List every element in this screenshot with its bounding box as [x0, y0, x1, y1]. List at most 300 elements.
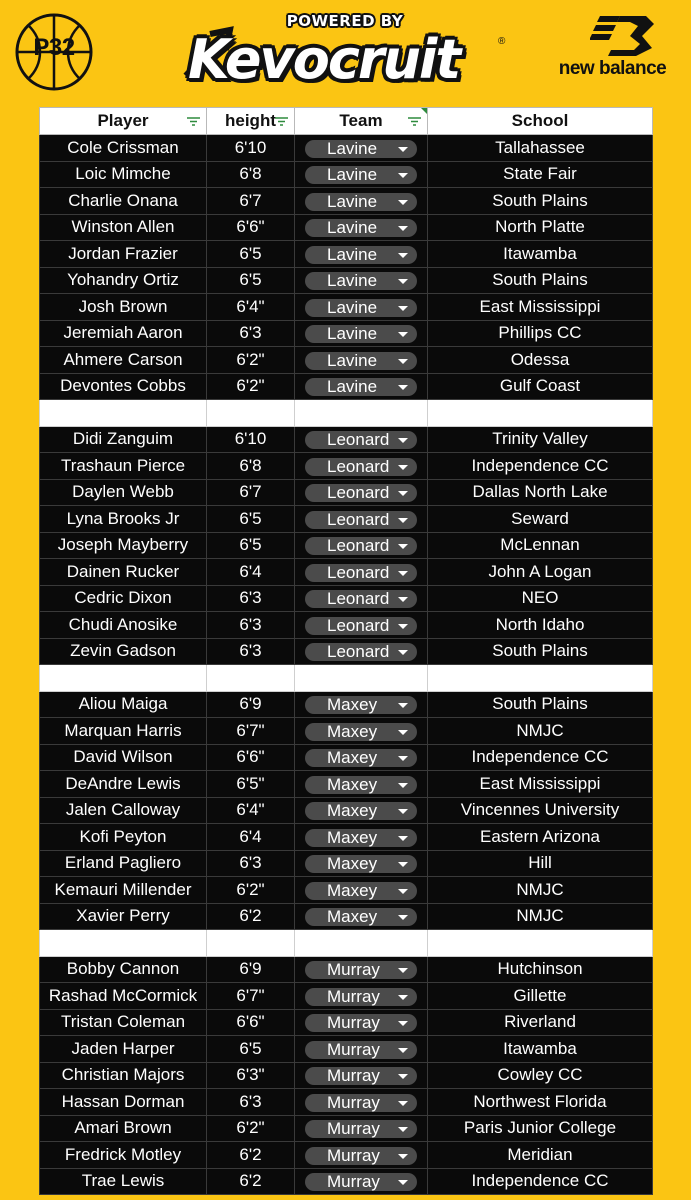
team-cell: [295, 956, 428, 983]
team-dropdown[interactable]: [305, 696, 417, 714]
team-cell: [295, 320, 428, 347]
column-header-label: height: [225, 111, 276, 130]
chevron-down-icon: [398, 597, 408, 602]
school-cell[interactable]: Seward: [428, 506, 653, 533]
team-dropdown[interactable]: [305, 961, 417, 979]
height-cell[interactable]: 6'2": [207, 347, 295, 374]
table-row: [40, 294, 653, 321]
team-cell: [295, 161, 428, 188]
school-cell[interactable]: Hutchinson: [428, 956, 653, 983]
team-dropdown-label: Lavine: [327, 138, 378, 158]
team-dropdown[interactable]: [305, 564, 417, 582]
chevron-down-icon: [398, 306, 408, 311]
new-balance-icon: [590, 14, 656, 58]
table-row: [40, 956, 653, 983]
team-cell: [295, 585, 428, 612]
column-header-label: School: [511, 111, 569, 130]
school-cell[interactable]: Gillette: [428, 983, 653, 1010]
separator-row: [40, 930, 653, 957]
school-cell[interactable]: Eastern Arizona: [428, 824, 653, 851]
height-cell[interactable]: 6'5: [207, 506, 295, 533]
player-cell[interactable]: Bobby Cannon: [40, 956, 207, 983]
p32-logo-text: P32: [33, 34, 75, 61]
header-row: [40, 108, 653, 135]
chevron-down-icon: [398, 783, 408, 788]
height-cell[interactable]: 6'3: [207, 612, 295, 639]
filter-icon[interactable]: [187, 117, 200, 126]
empty-cell[interactable]: [428, 665, 653, 692]
player-cell[interactable]: Devontes Cobbs: [40, 373, 207, 400]
team-cell: [295, 612, 428, 639]
empty-cell[interactable]: [295, 400, 428, 427]
player-cell[interactable]: Jordan Frazier: [40, 241, 207, 268]
table-row: [40, 320, 653, 347]
team-cell: [295, 824, 428, 851]
player-cell[interactable]: Fredrick Motley: [40, 1142, 207, 1169]
empty-cell[interactable]: [428, 930, 653, 957]
height-cell[interactable]: 6'5: [207, 267, 295, 294]
height-cell[interactable]: 6'4": [207, 294, 295, 321]
player-cell[interactable]: Trashaun Pierce: [40, 453, 207, 480]
team-dropdown-label: Maxey: [327, 880, 378, 900]
team-dropdown-label: Murray: [327, 960, 380, 980]
team-cell: [295, 426, 428, 453]
height-cell[interactable]: 6'4: [207, 559, 295, 586]
team-dropdown[interactable]: [305, 193, 417, 211]
team-dropdown[interactable]: [305, 484, 417, 502]
height-cell[interactable]: 6'5: [207, 1036, 295, 1063]
team-cell: [295, 347, 428, 374]
player-cell[interactable]: Yohandry Ortiz: [40, 267, 207, 294]
height-cell[interactable]: 6'7": [207, 718, 295, 745]
height-cell[interactable]: 6'9: [207, 691, 295, 718]
new-balance-wordmark: new balance: [558, 58, 667, 79]
height-cell[interactable]: 6'10: [207, 426, 295, 453]
team-dropdown[interactable]: [305, 458, 417, 476]
table-row: [40, 214, 653, 241]
height-cell[interactable]: 6'5": [207, 771, 295, 798]
team-dropdown-label: Leonard: [327, 615, 390, 635]
school-cell[interactable]: Cowley CC: [428, 1062, 653, 1089]
height-cell[interactable]: 6'6": [207, 744, 295, 771]
school-cell[interactable]: Gulf Coast: [428, 373, 653, 400]
team-dropdown[interactable]: [305, 882, 417, 900]
player-cell[interactable]: Jeremiah Aaron: [40, 320, 207, 347]
school-cell[interactable]: NEO: [428, 585, 653, 612]
table-row: [40, 1115, 653, 1142]
empty-cell[interactable]: [428, 400, 653, 427]
team-dropdown-label: Maxey: [327, 907, 378, 927]
team-dropdown[interactable]: [305, 431, 417, 449]
height-cell[interactable]: 6'8: [207, 161, 295, 188]
team-dropdown[interactable]: [305, 908, 417, 926]
player-cell[interactable]: Charlie Onana: [40, 188, 207, 215]
table-row: [40, 1168, 653, 1195]
empty-cell[interactable]: [40, 400, 207, 427]
team-cell: [295, 241, 428, 268]
table-row: [40, 1009, 653, 1036]
height-cell[interactable]: 6'7": [207, 983, 295, 1010]
school-cell[interactable]: Itawamba: [428, 1036, 653, 1063]
school-cell[interactable]: NMJC: [428, 718, 653, 745]
table-row: [40, 267, 653, 294]
team-cell: [295, 214, 428, 241]
chevron-down-icon: [398, 756, 408, 761]
table-row: [40, 983, 653, 1010]
team-dropdown[interactable]: [305, 1120, 417, 1138]
height-cell[interactable]: 6'4: [207, 824, 295, 851]
height-cell[interactable]: 6'3": [207, 1062, 295, 1089]
powered-by-label: POWERED BY: [286, 12, 404, 30]
team-cell: [295, 1115, 428, 1142]
team-cell: [295, 188, 428, 215]
team-dropdown[interactable]: [305, 590, 417, 608]
height-cell[interactable]: 6'10: [207, 135, 295, 162]
team-dropdown[interactable]: [305, 723, 417, 741]
player-cell[interactable]: Tristan Coleman: [40, 1009, 207, 1036]
height-cell[interactable]: 6'2": [207, 877, 295, 904]
team-dropdown-label: Murray: [327, 1013, 380, 1033]
column-header-school[interactable]: [428, 108, 653, 135]
column-header-label: Player: [97, 111, 149, 130]
school-cell[interactable]: Phillips CC: [428, 320, 653, 347]
registered-mark: ®: [498, 36, 506, 47]
chevron-down-icon: [398, 200, 408, 205]
table-row: [40, 718, 653, 745]
team-dropdown[interactable]: [305, 272, 417, 290]
school-cell[interactable]: South Plains: [428, 188, 653, 215]
column-header-label: Team: [339, 111, 383, 130]
table-row: [40, 453, 653, 480]
team-dropdown-label: Lavine: [327, 324, 378, 344]
team-dropdown[interactable]: [305, 166, 417, 184]
player-cell[interactable]: Didi Zanguim: [40, 426, 207, 453]
table-row: [40, 612, 653, 639]
player-cell[interactable]: Hassan Dorman: [40, 1089, 207, 1116]
empty-cell[interactable]: [207, 665, 295, 692]
chevron-down-icon: [398, 253, 408, 258]
chevron-down-icon: [398, 1154, 408, 1159]
team-dropdown[interactable]: [305, 829, 417, 847]
player-cell[interactable]: Kofi Peyton: [40, 824, 207, 851]
table-row: [40, 479, 653, 506]
school-cell[interactable]: State Fair: [428, 161, 653, 188]
height-cell[interactable]: 6'3: [207, 850, 295, 877]
table-row: [40, 161, 653, 188]
player-cell[interactable]: Marquan Harris: [40, 718, 207, 745]
chevron-down-icon: [398, 836, 408, 841]
school-cell[interactable]: South Plains: [428, 267, 653, 294]
school-cell[interactable]: Dallas North Lake: [428, 479, 653, 506]
school-cell[interactable]: Hill: [428, 850, 653, 877]
chevron-down-icon: [398, 1180, 408, 1185]
team-dropdown-label: Maxey: [327, 827, 378, 847]
school-cell[interactable]: South Plains: [428, 638, 653, 665]
player-cell[interactable]: Christian Majors: [40, 1062, 207, 1089]
team-dropdown[interactable]: [305, 140, 417, 158]
player-cell[interactable]: Loic Mimche: [40, 161, 207, 188]
team-dropdown[interactable]: [305, 219, 417, 237]
player-cell[interactable]: Xavier Perry: [40, 903, 207, 930]
team-cell: [295, 1142, 428, 1169]
school-cell[interactable]: South Plains: [428, 691, 653, 718]
school-cell[interactable]: Odessa: [428, 347, 653, 374]
chevron-down-icon: [398, 889, 408, 894]
table-row: [40, 691, 653, 718]
chevron-down-icon: [398, 995, 408, 1000]
height-cell[interactable]: 6'7: [207, 188, 295, 215]
empty-cell[interactable]: [295, 665, 428, 692]
player-cell[interactable]: Daylen Webb: [40, 479, 207, 506]
chevron-down-icon: [398, 730, 408, 735]
team-dropdown-label: Lavine: [327, 244, 378, 264]
player-cell[interactable]: Aliou Maiga: [40, 691, 207, 718]
team-cell: [295, 638, 428, 665]
team-cell: [295, 903, 428, 930]
player-cell[interactable]: Jalen Calloway: [40, 797, 207, 824]
height-cell[interactable]: 6'2: [207, 903, 295, 930]
table-row: [40, 585, 653, 612]
school-cell[interactable]: North Idaho: [428, 612, 653, 639]
chevron-down-icon: [398, 359, 408, 364]
team-dropdown[interactable]: [305, 802, 417, 820]
height-cell[interactable]: 6'5: [207, 532, 295, 559]
chevron-down-icon: [398, 465, 408, 470]
team-cell: [295, 771, 428, 798]
player-cell[interactable]: Cole Crissman: [40, 135, 207, 162]
team-dropdown-label: Lavine: [327, 271, 378, 291]
kevocruit-logo: [180, 28, 510, 98]
player-cell[interactable]: Winston Allen: [40, 214, 207, 241]
table-row: [40, 426, 653, 453]
team-dropdown-label: Murray: [327, 1039, 380, 1059]
team-cell: [295, 453, 428, 480]
team-cell: [295, 559, 428, 586]
team-dropdown[interactable]: [305, 246, 417, 264]
height-cell[interactable]: 6'3: [207, 638, 295, 665]
column-header-team[interactable]: [295, 108, 428, 135]
team-dropdown-label: Murray: [327, 986, 380, 1006]
player-cell[interactable]: Dainen Rucker: [40, 559, 207, 586]
team-dropdown-label: Leonard: [327, 536, 390, 556]
team-dropdown[interactable]: [305, 643, 417, 661]
table-body: [40, 135, 653, 1195]
player-cell[interactable]: Ahmere Carson: [40, 347, 207, 374]
table-row: [40, 241, 653, 268]
team-dropdown[interactable]: [305, 1094, 417, 1112]
height-cell[interactable]: 6'6": [207, 214, 295, 241]
height-cell[interactable]: 6'2: [207, 1142, 295, 1169]
team-dropdown[interactable]: [305, 617, 417, 635]
table-row: [40, 877, 653, 904]
team-dropdown[interactable]: [305, 511, 417, 529]
chevron-down-icon: [398, 491, 408, 496]
school-cell[interactable]: Northwest Florida: [428, 1089, 653, 1116]
player-cell[interactable]: Chudi Anosike: [40, 612, 207, 639]
school-cell[interactable]: Tallahassee: [428, 135, 653, 162]
filter-icon[interactable]: [408, 117, 421, 126]
chevron-down-icon: [398, 173, 408, 178]
school-cell[interactable]: Meridian: [428, 1142, 653, 1169]
table-row: [40, 532, 653, 559]
team-dropdown[interactable]: [305, 988, 417, 1006]
school-cell[interactable]: Independence CC: [428, 1168, 653, 1195]
player-cell[interactable]: Josh Brown: [40, 294, 207, 321]
height-cell[interactable]: 6'3: [207, 1089, 295, 1116]
player-cell[interactable]: Zevin Gadson: [40, 638, 207, 665]
team-cell: [295, 294, 428, 321]
team-dropdown-label: Leonard: [327, 589, 390, 609]
height-cell[interactable]: 6'8: [207, 453, 295, 480]
school-cell[interactable]: Independence CC: [428, 744, 653, 771]
player-cell[interactable]: David Wilson: [40, 744, 207, 771]
team-dropdown[interactable]: [305, 776, 417, 794]
team-cell: [295, 135, 428, 162]
height-cell[interactable]: 6'3: [207, 585, 295, 612]
school-cell[interactable]: John A Logan: [428, 559, 653, 586]
table-row: [40, 135, 653, 162]
school-cell[interactable]: Vincennes University: [428, 797, 653, 824]
empty-cell[interactable]: [40, 665, 207, 692]
chevron-down-icon: [398, 862, 408, 867]
team-dropdown[interactable]: [305, 1067, 417, 1085]
school-cell[interactable]: Trinity Valley: [428, 426, 653, 453]
player-cell[interactable]: Cedric Dixon: [40, 585, 207, 612]
chevron-down-icon: [398, 1074, 408, 1079]
player-cell[interactable]: Trae Lewis: [40, 1168, 207, 1195]
table-row: [40, 903, 653, 930]
column-header-height[interactable]: [207, 108, 295, 135]
team-dropdown[interactable]: [305, 1041, 417, 1059]
column-header-player[interactable]: [40, 108, 207, 135]
chevron-down-icon: [398, 226, 408, 231]
height-cell[interactable]: 6'6": [207, 1009, 295, 1036]
team-dropdown-label: Maxey: [327, 801, 378, 821]
height-cell[interactable]: 6'9: [207, 956, 295, 983]
chevron-down-icon: [398, 332, 408, 337]
team-cell: [295, 1089, 428, 1116]
chevron-down-icon: [398, 518, 408, 523]
team-cell: [295, 718, 428, 745]
player-cell[interactable]: DeAndre Lewis: [40, 771, 207, 798]
team-dropdown-label: Murray: [327, 1066, 380, 1086]
team-dropdown[interactable]: [305, 352, 417, 370]
team-dropdown-label: Leonard: [327, 456, 390, 476]
team-cell: [295, 850, 428, 877]
chevron-down-icon: [398, 1101, 408, 1106]
chevron-down-icon: [398, 650, 408, 655]
team-dropdown-label: Maxey: [327, 748, 378, 768]
team-cell: [295, 479, 428, 506]
filter-icon[interactable]: [275, 117, 288, 126]
team-dropdown-label: Lavine: [327, 350, 378, 370]
chevron-down-icon: [398, 624, 408, 629]
chevron-down-icon: [398, 571, 408, 576]
player-cell[interactable]: Jaden Harper: [40, 1036, 207, 1063]
table-row: [40, 1089, 653, 1116]
table-row: [40, 797, 653, 824]
height-cell[interactable]: 6'2": [207, 1115, 295, 1142]
height-cell[interactable]: 6'3: [207, 320, 295, 347]
team-dropdown-label: Lavine: [327, 297, 378, 317]
team-dropdown-label: Murray: [327, 1092, 380, 1112]
height-cell[interactable]: 6'4": [207, 797, 295, 824]
kevocruit-wordmark: Kevocruit: [188, 28, 460, 91]
player-cell[interactable]: Kemauri Millender: [40, 877, 207, 904]
team-dropdown-label: Murray: [327, 1172, 380, 1192]
chevron-down-icon: [398, 279, 408, 284]
team-dropdown[interactable]: [305, 378, 417, 396]
team-cell: [295, 797, 428, 824]
team-dropdown[interactable]: [305, 299, 417, 317]
team-dropdown[interactable]: [305, 749, 417, 767]
school-cell[interactable]: Independence CC: [428, 453, 653, 480]
empty-cell[interactable]: [207, 930, 295, 957]
table-row: [40, 347, 653, 374]
school-cell[interactable]: McLennan: [428, 532, 653, 559]
chevron-down-icon: [398, 544, 408, 549]
chevron-down-icon: [398, 147, 408, 152]
team-cell: [295, 373, 428, 400]
team-dropdown-label: Lavine: [327, 218, 378, 238]
team-cell: [295, 267, 428, 294]
team-dropdown-label: Maxey: [327, 695, 378, 715]
team-dropdown-label: Lavine: [327, 191, 378, 211]
team-dropdown[interactable]: [305, 1014, 417, 1032]
school-cell[interactable]: East Mississippi: [428, 294, 653, 321]
empty-cell[interactable]: [40, 930, 207, 957]
team-dropdown-label: Murray: [327, 1145, 380, 1165]
school-cell[interactable]: Paris Junior College: [428, 1115, 653, 1142]
chevron-down-icon: [398, 438, 408, 443]
team-dropdown-label: Lavine: [327, 165, 378, 185]
team-dropdown[interactable]: [305, 537, 417, 555]
separator-row: [40, 665, 653, 692]
team-dropdown-label: Leonard: [327, 483, 390, 503]
player-cell[interactable]: Joseph Mayberry: [40, 532, 207, 559]
chevron-down-icon: [398, 1021, 408, 1026]
height-cell[interactable]: 6'2: [207, 1168, 295, 1195]
team-cell: [295, 744, 428, 771]
player-cell[interactable]: Amari Brown: [40, 1115, 207, 1142]
table-row: [40, 744, 653, 771]
team-dropdown[interactable]: [305, 855, 417, 873]
school-cell[interactable]: NMJC: [428, 903, 653, 930]
table-row: [40, 1142, 653, 1169]
height-cell[interactable]: 6'7: [207, 479, 295, 506]
team-dropdown-label: Leonard: [327, 430, 390, 450]
player-cell[interactable]: Lyna Brooks Jr: [40, 506, 207, 533]
player-cell[interactable]: Rashad McCormick: [40, 983, 207, 1010]
school-cell[interactable]: Riverland: [428, 1009, 653, 1036]
header: [0, 0, 691, 107]
height-cell[interactable]: 6'5: [207, 241, 295, 268]
team-dropdown[interactable]: [305, 325, 417, 343]
height-cell[interactable]: 6'2": [207, 373, 295, 400]
team-dropdown[interactable]: [305, 1173, 417, 1191]
team-cell: [295, 983, 428, 1010]
empty-cell[interactable]: [207, 400, 295, 427]
empty-cell[interactable]: [295, 930, 428, 957]
school-cell[interactable]: East Mississippi: [428, 771, 653, 798]
team-dropdown-label: Maxey: [327, 854, 378, 874]
school-cell[interactable]: NMJC: [428, 877, 653, 904]
school-cell[interactable]: North Platte: [428, 214, 653, 241]
team-dropdown-label: Murray: [327, 1119, 380, 1139]
player-cell[interactable]: Erland Pagliero: [40, 850, 207, 877]
team-dropdown[interactable]: [305, 1147, 417, 1165]
school-cell[interactable]: Itawamba: [428, 241, 653, 268]
